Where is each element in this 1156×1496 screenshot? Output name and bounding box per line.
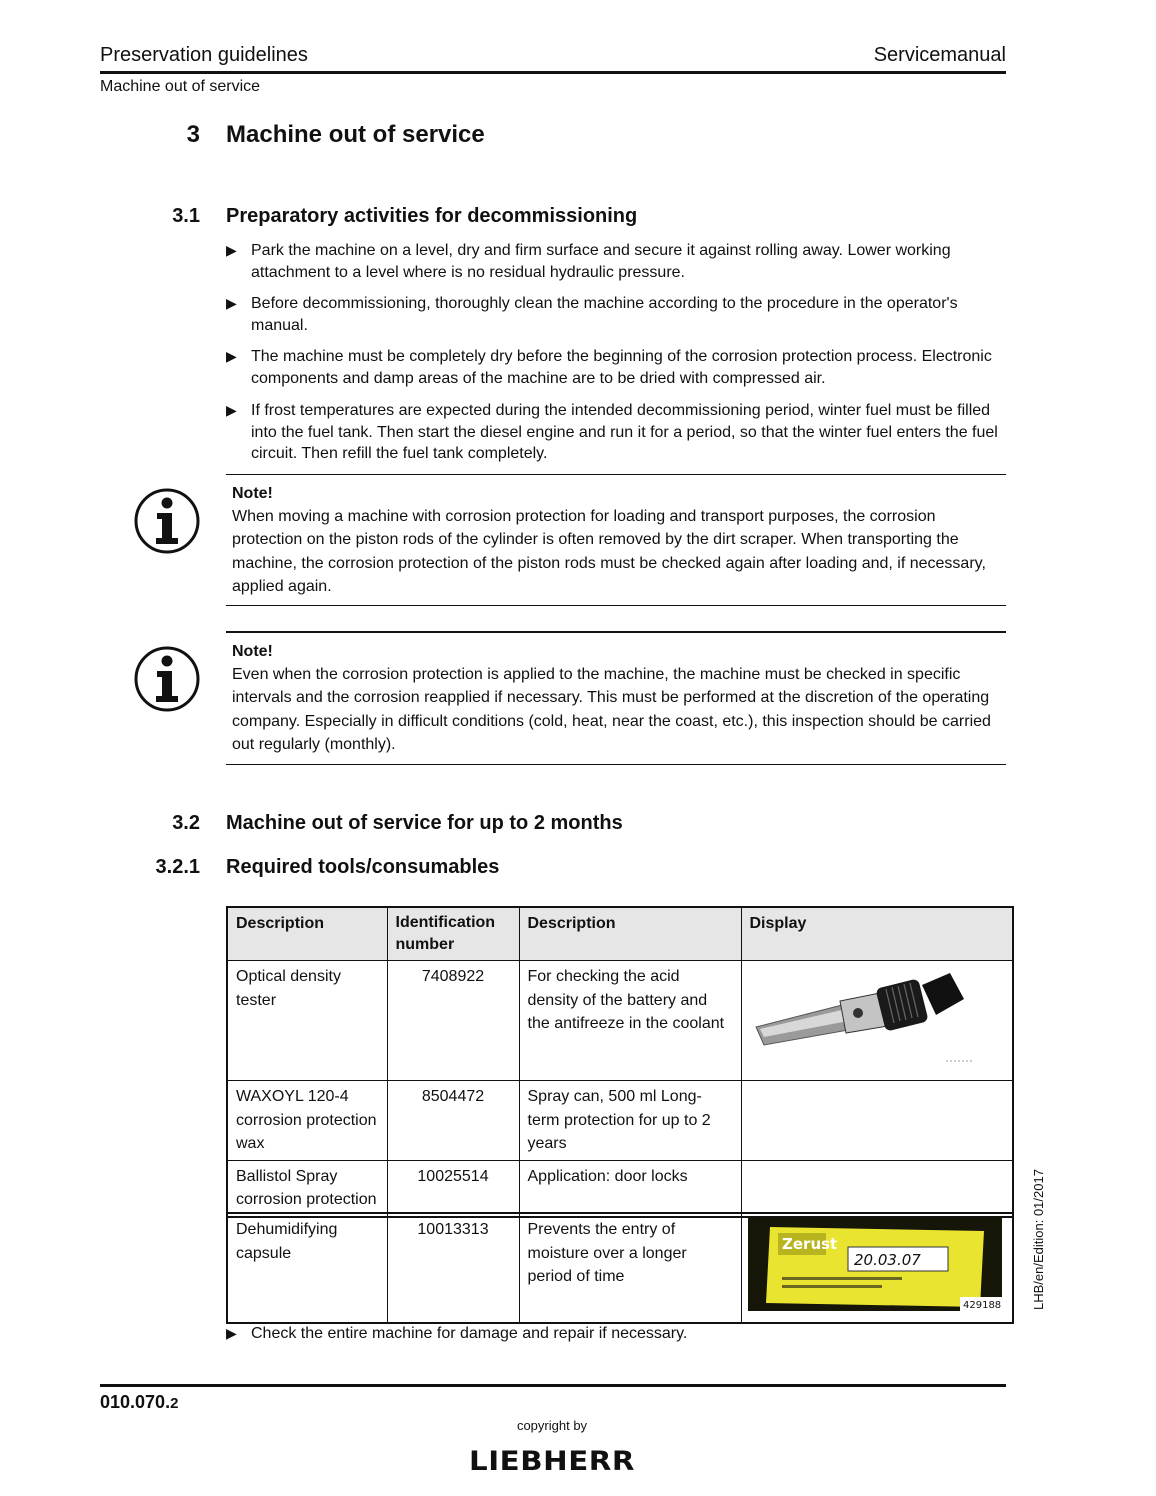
bullet-item [226, 293, 1006, 336]
capsule-brand-text: Zerust [781, 1235, 837, 1253]
table-row [227, 1081, 1013, 1161]
note-text: Even when the corrosion protection is applied to the machine, the machine must be checked in specific intervals and the corrosion reapplied if necessary. This must be performed at the discretion of the operating company. Especially in difficult conditions (cold, heat, near the coast, etc.), this inspection should be carried out regularly (monthly). [232, 666, 991, 753]
item-id: 7408922 [387, 961, 519, 1081]
item-id: 10013313 [387, 1213, 519, 1323]
note-box [226, 631, 1006, 765]
item-description: Application: door locks [519, 1160, 741, 1217]
bullet-item [226, 346, 1006, 389]
column-header: Description [519, 907, 741, 961]
bullet-text: Park the machine on a level, dry and firm surface and secure it against rolling away. Lower working attachment to a level where is no residual hydraulic pressure. [251, 242, 951, 281]
tools-table [226, 906, 1014, 1218]
bullet-text: If frost temperatures are expected during the intended decommissioning period, winter fuel must be filled into the fuel tank. Then start the diesel engine and run it for a period, so that the winter fuel enters the fuel circuit. Then refill the fuel tank completely. [251, 402, 998, 462]
tools-table-continued [226, 1212, 1014, 1324]
column-header: Description [227, 907, 387, 961]
manual-label: Servicemanual [873, 44, 1006, 66]
refractometer-image [750, 965, 980, 1065]
item-name: Ballistol Spray corrosion protection [227, 1160, 387, 1217]
note-heading: Note! [232, 643, 273, 660]
bullet-arrow-icon: ▶ [226, 295, 237, 311]
column-header: Display [741, 907, 1013, 961]
page-code-main: 010.070. [100, 1392, 171, 1412]
table-row [227, 1160, 1013, 1217]
liebherr-logo [467, 1444, 637, 1474]
bullet-arrow-icon: ▶ [226, 1325, 237, 1341]
note-box [226, 474, 1006, 606]
bullet-item [226, 1323, 1006, 1345]
logo-text: LIEBHERR [469, 1446, 635, 1474]
item-name: WAXOYL 120-4 corrosion protection wax [227, 1081, 387, 1161]
info-icon [134, 488, 200, 554]
item-name: Optical density tester [227, 961, 387, 1081]
subsection-title-3-1: Preparatory activities for decommissioning [226, 205, 638, 227]
subsection-title-3-2: Machine out of service for up to 2 months [226, 812, 623, 834]
bullet-item [226, 240, 1006, 283]
item-description: For checking the acid density of the battery and the antifreeze in the coolant [519, 961, 741, 1081]
column-header: Identification number [387, 907, 519, 961]
table-row [227, 961, 1013, 1081]
item-display [741, 1213, 1013, 1323]
capsule-date-text: 20.03.07 [853, 1251, 921, 1269]
bullet-arrow-icon: ▶ [226, 242, 237, 258]
copyright-text: copyright by [516, 1418, 588, 1433]
item-description: Spray can, 500 ml Long-term protection for up to 2 years [519, 1081, 741, 1161]
footer-rule [100, 1384, 1006, 1387]
dehumidifying-capsule-image [748, 1217, 1002, 1311]
image-reference-number: 429188 [962, 1300, 1001, 1311]
page-code [100, 1392, 178, 1413]
item-name: Dehumidifying capsule [227, 1213, 387, 1323]
edition-label: LHB/en/Edition: 01/2017 [1031, 1169, 1046, 1310]
bullet-arrow-icon: ▶ [226, 348, 237, 364]
table-row [227, 1213, 1013, 1323]
subsection-title-3-2-1: Required tools/consumables [226, 856, 500, 878]
chapter-subtitle: Machine out of service [100, 78, 261, 95]
subsection-number-3-1: 3.1 [172, 205, 200, 227]
note-text: When moving a machine with corrosion protection for loading and transport purposes, the corrosion protection on the piston rods of the cylinder is often removed by the dirt scraper. When transporting the machine, the corrosion protection of the piston rods must be checked again after loading and, if necessary, applied again. [232, 508, 986, 595]
section-title: Machine out of service [226, 121, 485, 148]
bullet-text: Before decommissioning, thoroughly clean the machine according to the procedure in the operator's manual. [251, 295, 958, 334]
bullet-item [226, 400, 1006, 465]
subsection-number-3-2-1: 3.2.1 [155, 856, 200, 878]
header-rule [100, 71, 1006, 74]
table-header-row [227, 907, 1013, 961]
info-icon [134, 646, 200, 712]
note-heading: Note! [232, 485, 273, 502]
document-title: Preservation guidelines [100, 44, 308, 66]
item-description: Prevents the entry of moisture over a longer period of time [519, 1213, 741, 1323]
section-number: 3 [186, 121, 200, 148]
item-display [741, 961, 1013, 1081]
item-display [741, 1160, 1013, 1217]
subsection-number-3-2: 3.2 [172, 812, 200, 834]
bullet-text: Check the entire machine for damage and repair if necessary. [251, 1325, 688, 1342]
item-id: 10025514 [387, 1160, 519, 1217]
bullet-arrow-icon: ▶ [226, 402, 237, 418]
item-id: 8504472 [387, 1081, 519, 1161]
bullet-text: The machine must be completely dry before the beginning of the corrosion protection process. Electronic components and damp areas of the machine are to be dried with compressed air. [251, 348, 992, 387]
item-display [741, 1081, 1013, 1161]
page-number: 2 [170, 1395, 179, 1412]
